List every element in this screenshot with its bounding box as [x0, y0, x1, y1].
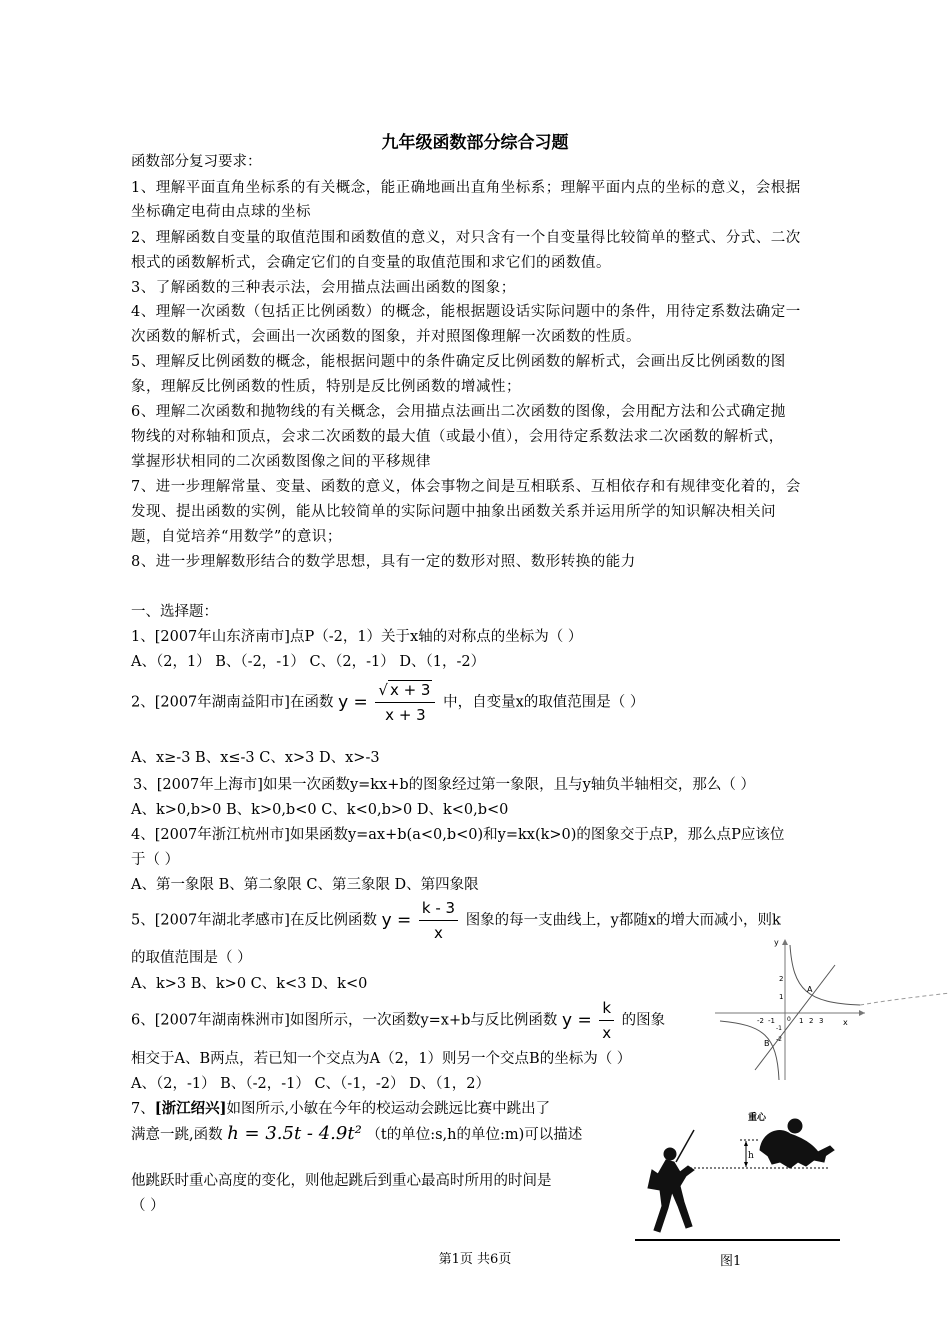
- q5-denominator: x: [434, 924, 443, 942]
- q5-options: A、k>3 B、k>0 C、k<3 D、k<0: [131, 976, 368, 992]
- q6-fraction: [599, 998, 614, 1043]
- req-line: 8、进一步理解数形结合的数学思想，具有一定的数形对照、数形转换的能力: [131, 554, 636, 570]
- graph-tick-x2: 2: [809, 1017, 814, 1025]
- q6-eq-label: y =: [562, 1010, 592, 1031]
- req-line: 2、理解函数自变量的取值范围和函数值的意义，对只含有一个自变量得比较简单的整式、分式、二次: [131, 230, 801, 246]
- graph-tick-y1: 1: [779, 993, 784, 1001]
- q2-eq-label: y =: [338, 692, 368, 713]
- req-line: 6、理解二次函数和抛物线的有关概念，会用描点法画出二次函数的图像，会用配方法和公式确定抛: [131, 404, 786, 420]
- q2-fraction: [375, 680, 435, 725]
- q2-radicand: x + 3: [389, 681, 431, 699]
- req-line: 7、进一步理解常量、变量、函数的意义，体会事物之间是互相联系、互相依存和有规律变化着的，会: [131, 479, 801, 495]
- graph-tick-yn1: -1: [776, 1025, 782, 1032]
- q7-line4: （ ）: [131, 1198, 165, 1214]
- q5-stem: [131, 898, 781, 942]
- q7-line2-pre: 满意一跳,函数: [131, 1127, 223, 1143]
- graph-x-label: x: [843, 1018, 848, 1027]
- req-line: 物线的对称轴和顶点，会求二次函数的最大值（或最小值），会用待定系数法求二次函数的解析式，: [131, 429, 784, 445]
- graph-tick-y2: 2: [779, 975, 784, 983]
- q6-stem-pre: 6、[2007年湖南株洲市]如图所示，一次函数y=x+b与反比例函数: [131, 1012, 558, 1029]
- q1-options: A、（2，1） B、（-2，-1） C、（2，-1） D、（1，-2）: [131, 654, 486, 670]
- jumper-standing-figure: [648, 1130, 694, 1232]
- q5-stem-pre: 5、[2007年湖北孝感市]在反比例函数: [131, 912, 377, 929]
- q7-line1-text: 如图所示,小敏在今年的校运动会跳远比赛中跳出了: [226, 1101, 551, 1117]
- graph-tick-x3: 3: [819, 1017, 824, 1025]
- figure-caption: 图1: [720, 1254, 742, 1269]
- req-line: 3、了解函数的三种表示法，会用描点法画出函数的图象；: [131, 280, 516, 296]
- jump-center-label: 重心: [748, 1113, 767, 1123]
- req-line: 发现、提出函数的实例，能从比较简单的实际问题中抽象出函数关系并运用所学的知识解决相关问: [131, 504, 776, 520]
- req-line: 1、理解平面直角坐标系的有关概念，能正确地画出直角坐标系；理解平面内点的坐标的意义，会根据: [131, 180, 801, 196]
- q7-line3: 他跳跃时重心高度的变化，则他起跳后到重心最高时所用的时间是: [131, 1173, 552, 1189]
- q4-stem: 4、[2007年浙江杭州市]如果函数y=ax+b(a<0,b<0)和y=kx(k>0)的图象交于点P，那么点P应该位: [131, 827, 785, 843]
- page-footer: 第1页 共6页: [438, 1252, 512, 1267]
- q7-line1: [131, 1099, 550, 1119]
- page-title: 九年级函数部分综合习题: [381, 133, 569, 153]
- graph-y-label: y: [774, 938, 779, 947]
- long-jump-figure: [630, 1110, 845, 1245]
- jump-h-label: h: [748, 1151, 754, 1161]
- requirements-heading: 函数部分复习要求：: [131, 154, 262, 170]
- graph-point-a: A: [807, 985, 813, 994]
- req-line: 根式的函数解析式，会确定它们的自变量的取值范围和求它们的函数值。: [131, 255, 611, 271]
- q6-stem: [131, 998, 665, 1042]
- q2-options: A、x≥-3 B、x≤-3 C、x>3 D、x>-3: [131, 750, 380, 766]
- jumper-airborne-figure: [760, 1119, 834, 1168]
- q6-numerator: k: [599, 998, 614, 1021]
- coordinate-graph: [715, 935, 950, 1080]
- graph-origin: 0: [787, 1016, 791, 1023]
- q6-stem-cont: 相交于A、B两点，若已知一个交点为A（2，1）则另一个交点B的坐标为（ ）: [131, 1051, 632, 1067]
- q7-line2-post: （t的单位:s,h的单位:m)可以描述: [366, 1127, 583, 1143]
- req-line: 题，自觉培养“用数学”的意识；: [131, 529, 342, 545]
- q5-eq-label: y =: [381, 910, 412, 931]
- graph-tick-xn2: -2: [757, 1017, 764, 1025]
- q5-stem-cont: 的取值范围是（ ）: [131, 950, 252, 966]
- q6-options: A、（2，-1） B、（-2，-1） C、（-1，-2） D、（1，2）: [131, 1076, 490, 1092]
- graph-tick-x1: 1: [799, 1017, 804, 1025]
- graph-point-b: B: [764, 1039, 770, 1048]
- graph-tick-yn2: -2: [776, 1036, 782, 1043]
- q2-numerator: √ x + 3: [375, 680, 435, 703]
- graph-tick-xn1: -1: [768, 1017, 775, 1025]
- req-line: 象，理解反比例函数的性质，特别是反比例函数的增减性；: [131, 379, 521, 395]
- q2-stem-pre: 2、[2007年湖南益阳市]在函数: [131, 694, 334, 711]
- q7-formula: h = 3.5t - 4.9t²: [227, 1123, 362, 1144]
- q2-stem-post: 中，自变量x的取值范围是（ ）: [443, 694, 645, 711]
- q4-stem-cont: 于（ ）: [131, 852, 180, 868]
- q7-number: 7、: [131, 1101, 155, 1117]
- section-heading: 一、选择题：: [131, 604, 218, 620]
- req-line: 次函数的解析式，会画出一次函数的图象，并对照图像理解一次函数的性质。: [131, 329, 641, 345]
- q5-stem-post: 图象的每一支曲线上，y都随x的增大而减小，则k: [465, 912, 781, 929]
- req-line: 掌握形状相同的二次函数图像之间的平移规律: [131, 454, 431, 470]
- q6-stem-post: 的图象: [621, 1012, 666, 1029]
- req-line: 5、理解反比例函数的概念，能根据问题中的条件确定反比例函数的解析式，会画出反比例函数的图: [131, 354, 786, 370]
- req-line: 4、理解一次函数（包括正比例函数）的概念，能根据题设话实际问题中的条件，用待定系数法确定一: [131, 304, 801, 320]
- q3-stem: 3、[2007年上海市]如果一次函数y=kx+b的图象经过第一象限，且与y轴负半轴相交，那么（ ）: [133, 777, 755, 793]
- q6-denominator: x: [602, 1024, 612, 1042]
- q3-options: A、k>0,b>0 B、k>0,b<0 C、k<0,b>0 D、k<0,b<0: [131, 802, 509, 818]
- q7-line2: [131, 1124, 582, 1145]
- q5-numerator: k - 3: [419, 898, 458, 921]
- q2-denominator: x + 3: [385, 706, 426, 724]
- q5-fraction: [419, 898, 458, 943]
- req-line: 坐标确定电荷由点球的坐标: [131, 204, 311, 220]
- q7-source-tag: [浙江绍兴]: [154, 1100, 227, 1117]
- q4-options: A、第一象限 B、第二象限 C、第三象限 D、第四象限: [131, 877, 479, 893]
- q1-stem: 1、[2007年山东济南市]点P（-2，1）关于x轴的对称点的坐标为（ ）: [131, 629, 583, 645]
- q2-stem: [131, 680, 644, 724]
